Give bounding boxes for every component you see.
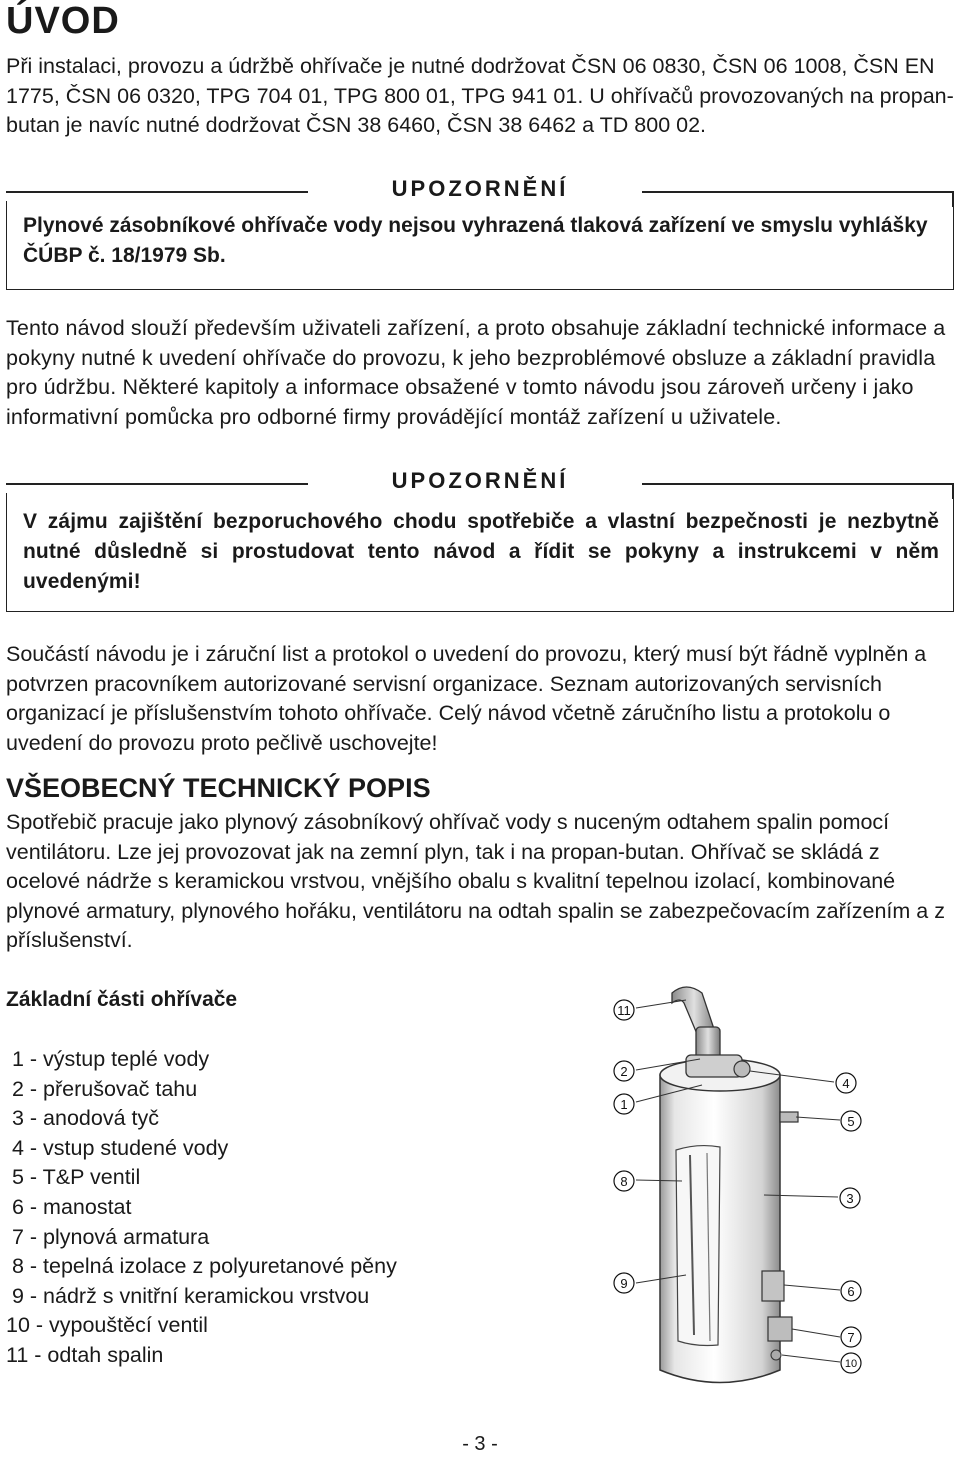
callout-4 xyxy=(836,1073,856,1093)
callout-11 xyxy=(614,1000,634,1020)
list-item: 2 - přerušovač tahu xyxy=(6,1076,198,1101)
gas-valve-box xyxy=(768,1317,792,1341)
svg-text:7: 7 xyxy=(847,1330,855,1345)
intro-purpose-paragraph: Tento návod slouží především uživateli zařízení, a proto obsahuje základní technické informace a pokyny nutné k uvedení ohřívače do provozu, k jeho bezproblémové obsluze a základní pravidla pro údržbu. Některé kapitoly a informace obsažené v tomto návodu jsou zároveň určeny i jako informativní pomůcka pro odborné firmy provádějící montáž zařízení u uživatele. xyxy=(6,316,946,429)
parts-list xyxy=(6,1045,397,1371)
svg-text:9: 9 xyxy=(620,1276,628,1291)
warning-label: UPOZORNĚNÍ xyxy=(391,468,569,493)
callout-10 xyxy=(841,1353,861,1373)
svg-text:2: 2 xyxy=(620,1064,628,1079)
svg-text:8: 8 xyxy=(620,1174,628,1189)
list-item: 8 - tepelná izolace z polyuretanové pěny xyxy=(6,1254,397,1279)
callout-8 xyxy=(614,1171,634,1191)
list-item: 5 - T&P ventil xyxy=(6,1165,141,1190)
list-item: 10 - vypouštěcí ventil xyxy=(6,1313,208,1338)
intro-paragraph: Při instalaci, provozu a údržbě ohřívače je nutné dodržovat ČSN 06 0830, ČSN 06 1008, ČSN EN 1775, ČSN 06 0320, TPG 704 01, TPG 800 01, TPG 941 01. U ohřívačů provozovaných na propan-butan je navíc nutné dodržovat ČSN 38 6460, ČSN 38 6462 a TD 800 02. xyxy=(6,54,954,137)
warning-label: UPOZORNĚNÍ xyxy=(391,176,569,201)
svg-text:5: 5 xyxy=(847,1114,855,1129)
warning-box-1 xyxy=(6,201,954,290)
svg-text:4: 4 xyxy=(842,1076,850,1091)
warning-box-2 xyxy=(6,493,954,612)
section-heading: VŠEOBECNÝ TECHNICKÝ POPIS xyxy=(6,773,431,803)
list-item: 11 - odtah spalin xyxy=(6,1342,164,1367)
list-item: 6 - manostat xyxy=(6,1194,132,1219)
cutaway-window xyxy=(676,1146,720,1346)
svg-text:1: 1 xyxy=(620,1097,628,1112)
warning-text: V zájmu zajištění bezporuchového chodu spotřebiče a vlastní bezpečnosti je nezbytně nutné důsledně si prostudovat tento návod a řídit se pokyny a instrukcemi v něm uvedenými! xyxy=(23,510,939,593)
blower xyxy=(686,1055,742,1077)
callout-5 xyxy=(841,1111,861,1131)
svg-text:11: 11 xyxy=(617,1003,631,1018)
warranty-paragraph: Součástí návodu je i záruční list a protokol o uvedení do provozu, který musí být řádně vyplněn a potvrzen pracovníkem autorizované servisní organizace. Seznam autorizovaných servisních organizací je příslušenstvím tohoto ohřívače. Celý návod včetně záručního listu a protokolu o uvedení do provozu proto pečlivě uschovejte! xyxy=(6,642,927,755)
list-item: 3 - anodová tyč xyxy=(6,1106,159,1131)
callout-1 xyxy=(614,1094,634,1114)
parts-heading: Základní části ohřívače xyxy=(6,988,238,1011)
warning-text: Plynové zásobníkové ohřívače vody nejsou vyhrazená tlaková zařízení ve smyslu vyhlášky ČÚBP č. 18/1979 Sb. xyxy=(23,214,928,267)
list-item: 4 - vstup studené vody xyxy=(6,1135,229,1160)
tp-valve xyxy=(780,1112,798,1122)
water-heater-diagram xyxy=(590,975,880,1405)
page-number: - 3 - xyxy=(462,1433,498,1455)
description-paragraph: Spotřebič pracuje jako plynový zásobníkový ohřívač vody s nuceným odtahem spalin pomocí ventilátoru. Lze jej provozovat jak na zemní plyn, tak i na propan-butan. Ohřívač se skládá z ocelové nádrže s keramickou vrstvou, vnějšího obalu s kvalitní tepelnou izolací, kombinované plynové armatury, plynového hořáku, ventilátoru na odtah spalin se zabezpečovacím zařízením a z příslušenství. xyxy=(6,810,945,952)
list-item: 1 - výstup teplé vody xyxy=(6,1047,210,1071)
svg-text:10: 10 xyxy=(844,1358,858,1370)
page-title: ÚVOD xyxy=(6,0,120,42)
svg-text:3: 3 xyxy=(846,1191,854,1206)
callout-2 xyxy=(614,1061,634,1081)
callout-3 xyxy=(840,1188,860,1208)
manostat-box xyxy=(762,1271,784,1301)
callout-6 xyxy=(841,1281,861,1301)
list-item: 9 - nádrž s vnitřní keramickou vrstvou xyxy=(6,1283,370,1308)
callout-7 xyxy=(841,1327,861,1347)
callout-9 xyxy=(614,1273,634,1293)
list-item: 7 - plynová armatura xyxy=(6,1224,210,1249)
svg-text:6: 6 xyxy=(847,1284,855,1299)
